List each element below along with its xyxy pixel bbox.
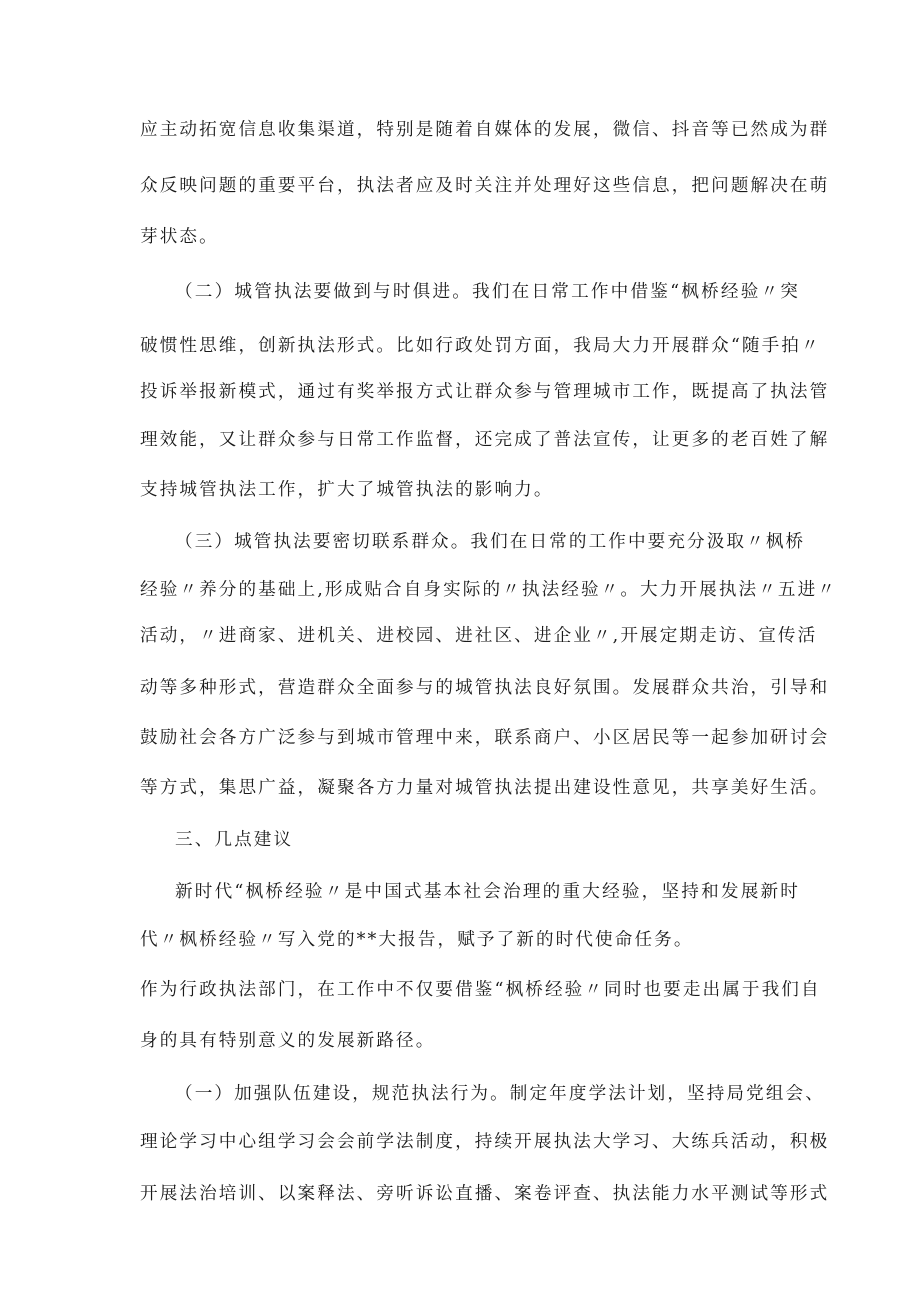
text-line: 作为行政执法部门，在工作中不仅要借鉴“枫桥经验〃同时也要走出属于我们自	[140, 980, 821, 1000]
text-line: 应主动拓宽信息收集渠道，特别是随着自媒体的发展，微信、抖音等已然成为群	[140, 120, 830, 140]
text-line: 破惯性思维，创新执法形式。比如行政处罚方面，我局大力开展群众“随手拍〃	[140, 336, 821, 356]
text-line: 理论学习中心组学习会会前学法制度，持续开展执法大学习、大练兵活动，积极	[140, 1132, 830, 1152]
text-line: 等方式，集思广益，凝聚各方力量对城管执法提出建设性意见，共享美好生活。	[140, 778, 830, 798]
paragraph-heading-line: （二）城管执法要做到与时俱进。我们在日常工作中借鉴“枫桥经验〃突	[175, 282, 800, 302]
text-line: 新时代“枫桥经验〃是中国式基本社会治理的重大经验，坚持和发展新时	[175, 882, 800, 902]
text-line: 活动，〃进商家、进机关、进校园、进社区、进企业〃,开展定期走访、宣传活	[140, 626, 818, 646]
text-line: 鼓励社会各方广泛参与到城市管理中来，联系商户、小区居民等一起参加研讨会	[140, 728, 830, 748]
text-line: 开展法治培训、以案释法、旁听诉讼直播、案卷评查、执法能力水平测试等形式	[140, 1184, 830, 1204]
text-line: 支持城管执法工作，扩大了城管执法的影响力。	[140, 480, 554, 500]
text-line: 身的具有特别意义的发展新路径。	[140, 1031, 436, 1051]
section-heading: 三、几点建议	[175, 830, 294, 850]
text-line: 理效能，又让群众参与日常工作监督，还完成了普法宣传，让更多的老百姓了解	[140, 430, 830, 450]
text-line: 投诉举报新模式，通过有奖举报方式让群众参与管理城市工作，既提高了执法管	[140, 382, 830, 402]
paragraph-heading-line: （三）城管执法要密切联系群众。我们在日常的工作中要充分汲取〃枫桥	[175, 532, 806, 552]
text-line: 众反映问题的重要平台，执法者应及时关注并处理好这些信息，把问题解决在萌	[140, 176, 830, 196]
paragraph-heading-line: （一）加强队伍建设，规范执法行为。制定年度学法计划，坚持局党组会、	[175, 1084, 825, 1104]
text-line: 代〃枫桥经验〃写入党的**大报告，赋予了新的时代使命任务。	[140, 930, 694, 950]
text-line: 动等多种形式，营造群众全面参与的城管执法良好氛围。发展群众共治，引导和	[140, 678, 830, 698]
text-line: 经验〃养分的基础上,形成贴合自身实际的〃执法经验〃。大力开展执法〃五进〃	[140, 580, 837, 600]
text-line: 芽状态。	[140, 227, 219, 247]
